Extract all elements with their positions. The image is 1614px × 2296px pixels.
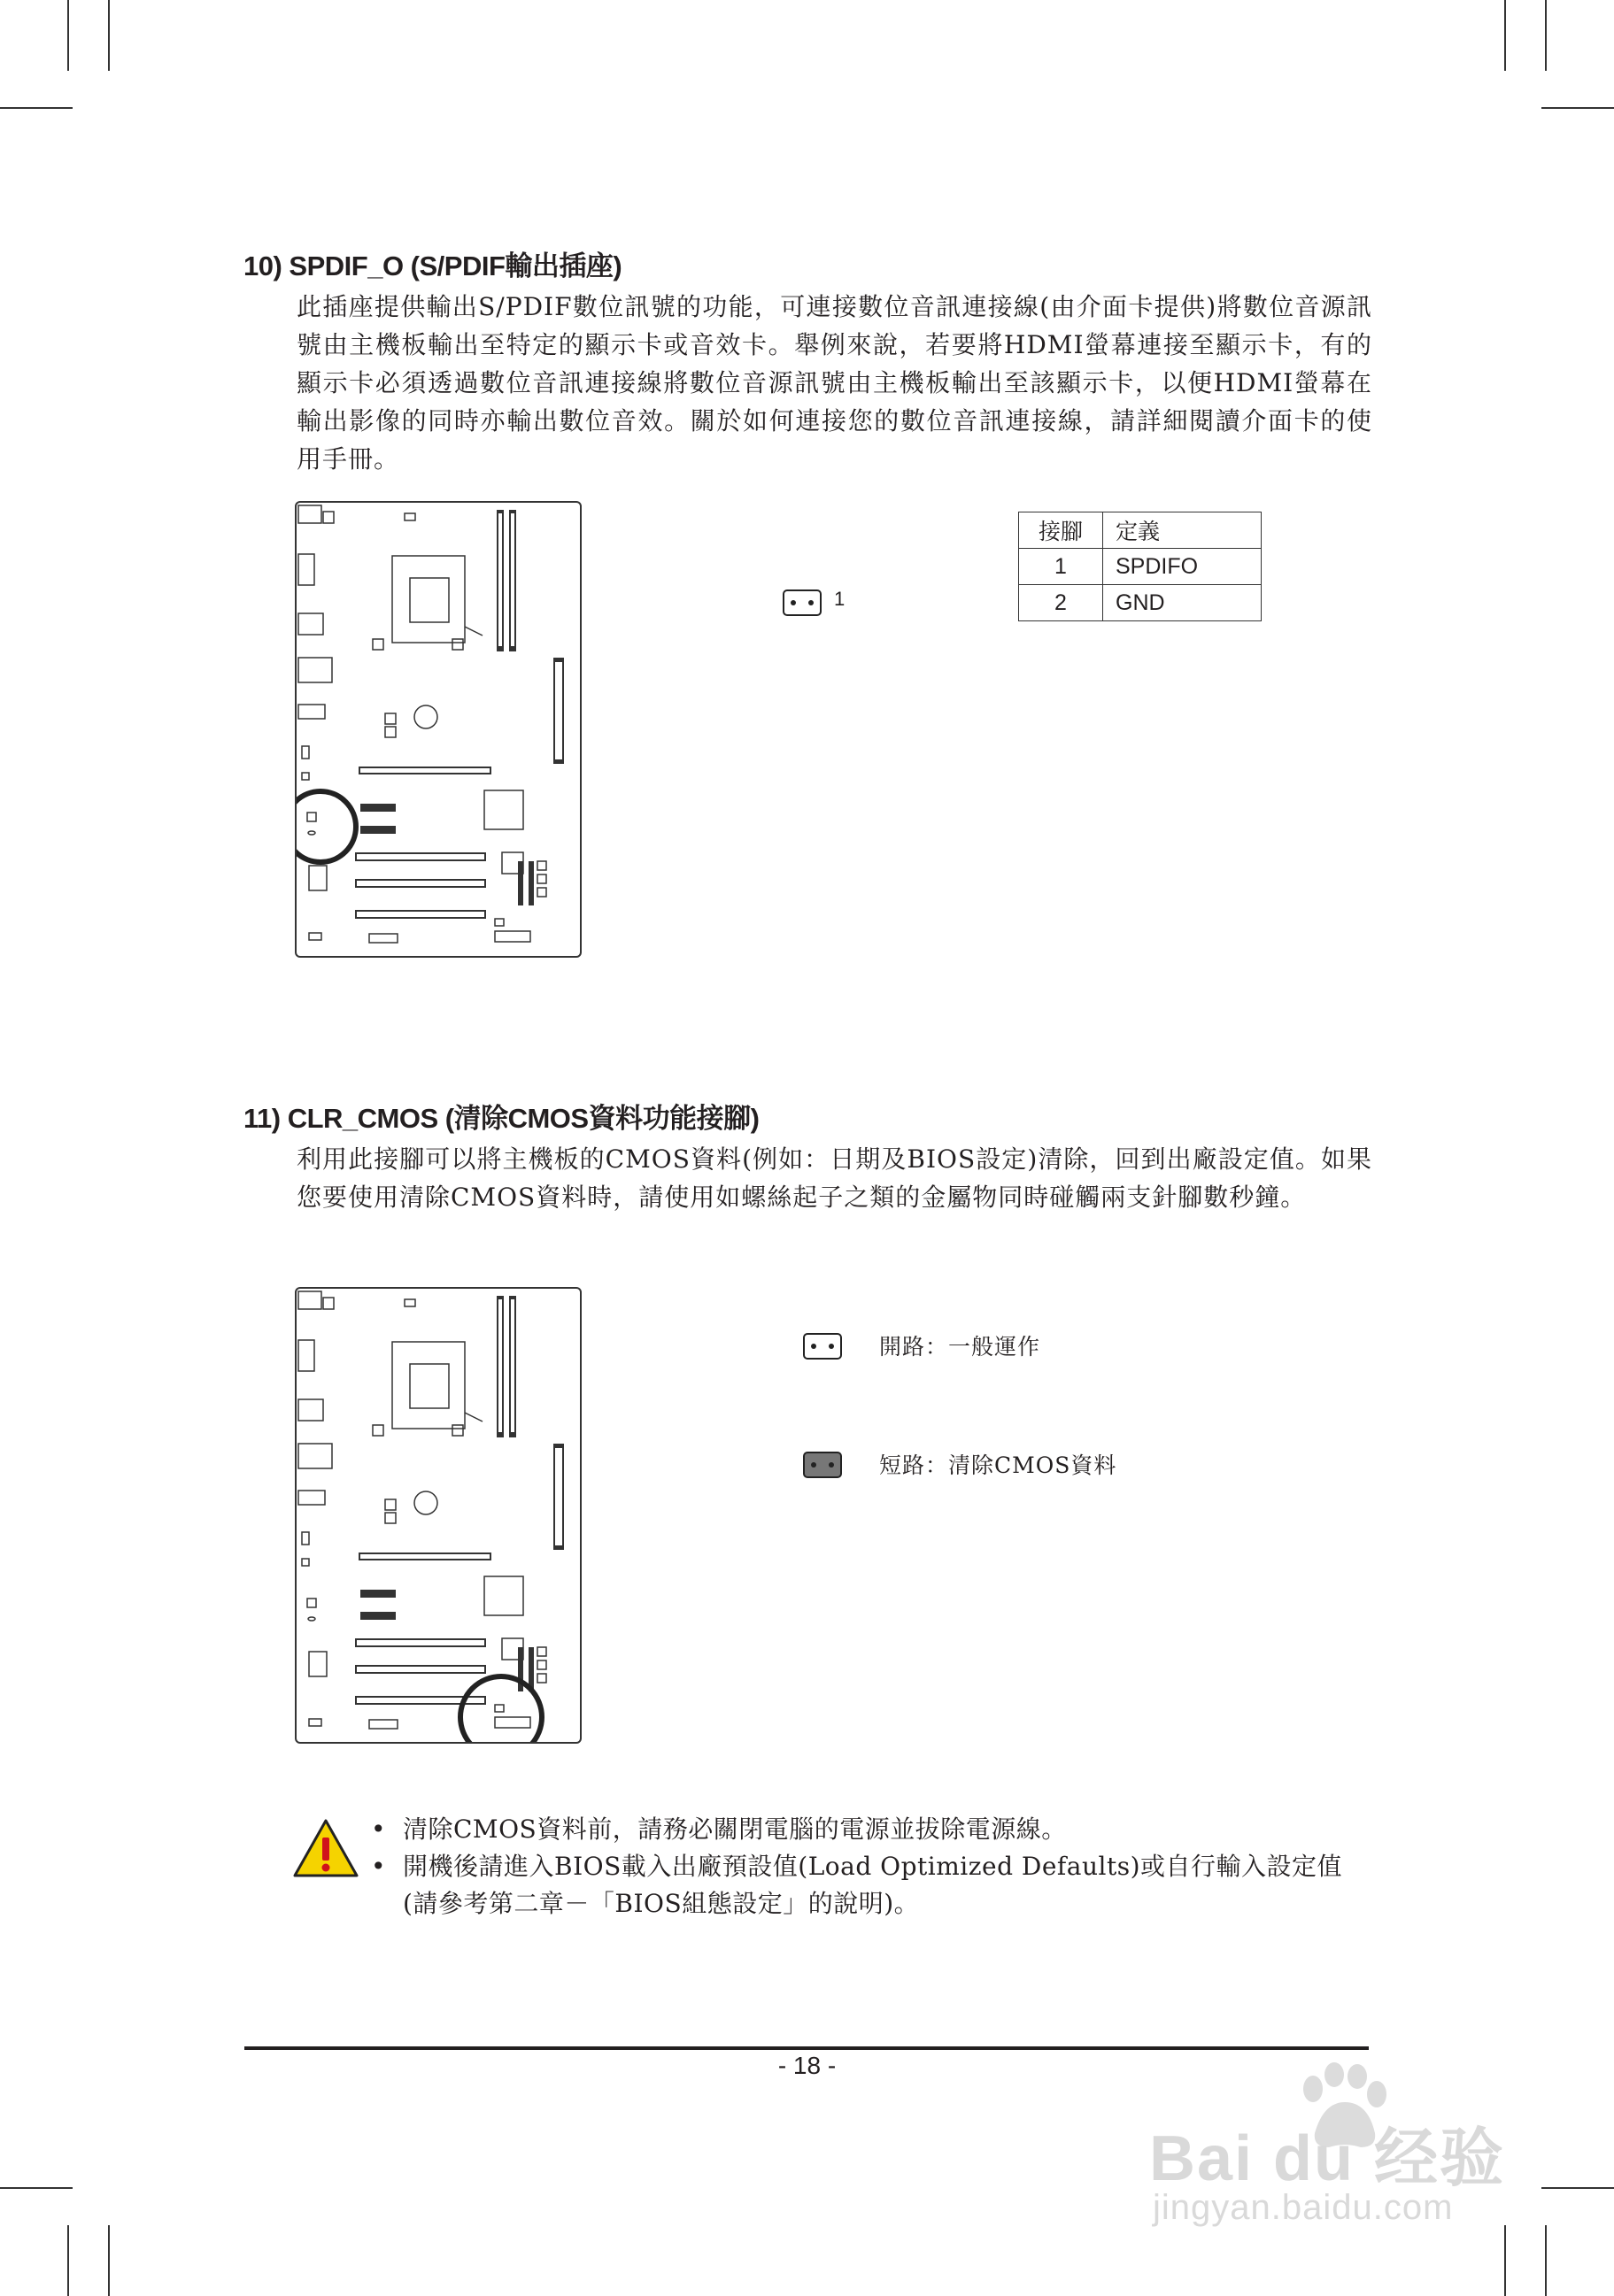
page-number: - 18 - <box>777 2052 837 2079</box>
section-10-paragraph: 此插座提供輸出S/PDIF數位訊號的功能，可連接數位音訊連接線(由介面卡提供)將數位音源訊號由主機板輸出至特定的顯示卡或音效卡。舉例來說，若要將HDMI螢幕連接至顯示卡，有的顯示卡必須透過數位音訊連接線將數位音源訊號由主機板輸出至該顯示卡，以便HDMI螢幕在輸出影像的同時亦輸出數位音效。關於如何連接您的數位音訊連接線，請詳細閱讀介面卡的使用手冊。 <box>297 292 1372 474</box>
motherboard-layout-icon <box>297 503 580 956</box>
pin-1-label: 1 <box>834 588 846 610</box>
section-10-heading: 10) SPDIF_O (S/PDIF輸出插座) <box>243 250 622 281</box>
crop-mark <box>1541 107 1614 109</box>
footer-divider <box>244 2046 1369 2050</box>
table-header-cell: 接腳 <box>1019 512 1103 549</box>
table-cell: 2 <box>1019 585 1103 621</box>
crop-mark <box>67 2225 69 2296</box>
pin-definition-table <box>1018 512 1262 621</box>
table-header-row <box>1019 512 1262 549</box>
crop-mark <box>1545 2225 1547 2296</box>
jumper-open-label: 開路：一般運作 <box>879 1334 1041 1360</box>
list-item: • 清除CMOS資料前，請務必關閉電腦的電源並拔除電源線。 <box>367 1811 1377 1848</box>
crop-mark <box>1541 2187 1614 2189</box>
watermark-url: jingyan.baidu.com <box>1153 2188 1454 2227</box>
warning-list <box>367 1811 1377 1922</box>
jumper-short-icon <box>803 1452 842 1478</box>
watermark-brand: Bai du 经验 <box>1149 2123 1506 2194</box>
crop-mark <box>67 0 69 71</box>
crop-mark <box>1545 0 1547 71</box>
motherboard-diagram-spdif <box>295 501 582 958</box>
crop-mark <box>108 0 110 71</box>
crop-mark <box>0 107 73 109</box>
motherboard-layout-icon <box>297 1289 580 1742</box>
table-row <box>1019 585 1262 621</box>
crop-mark <box>108 2225 110 2296</box>
table-cell: SPDIFO <box>1103 549 1262 585</box>
jumper-short-label: 短路：清除CMOS資料 <box>879 1452 1117 1478</box>
section-11-paragraph: 利用此接腳可以將主機板的CMOS資料(例如：日期及BIOS設定)清除，回到出廠設定值。如果您要使用清除CMOS資料時，請使用如螺絲起子之類的金屬物同時碰觸兩支針腳數秒鐘。 <box>297 1144 1372 1212</box>
list-item: • 開機後請進入BIOS載入出廠預設值(Load Optimized Defaults)或自行輸入設定值(請參考第二章－「BIOS組態設定」的說明)。 <box>367 1848 1377 1922</box>
crop-mark <box>1504 2225 1506 2296</box>
warning-icon <box>292 1818 359 1878</box>
table-cell: 1 <box>1019 549 1103 585</box>
crop-mark <box>1504 0 1506 71</box>
jumper-open-icon <box>803 1333 842 1360</box>
table-cell: GND <box>1103 585 1262 621</box>
table-header-cell: 定義 <box>1103 512 1262 549</box>
crop-mark <box>0 2187 73 2189</box>
spdif-header-icon <box>783 589 822 616</box>
motherboard-diagram-clrcmos <box>295 1287 582 1744</box>
section-11-heading: 11) CLR_CMOS (清除CMOS資料功能接腳) <box>243 1103 760 1134</box>
table-row <box>1019 549 1262 585</box>
